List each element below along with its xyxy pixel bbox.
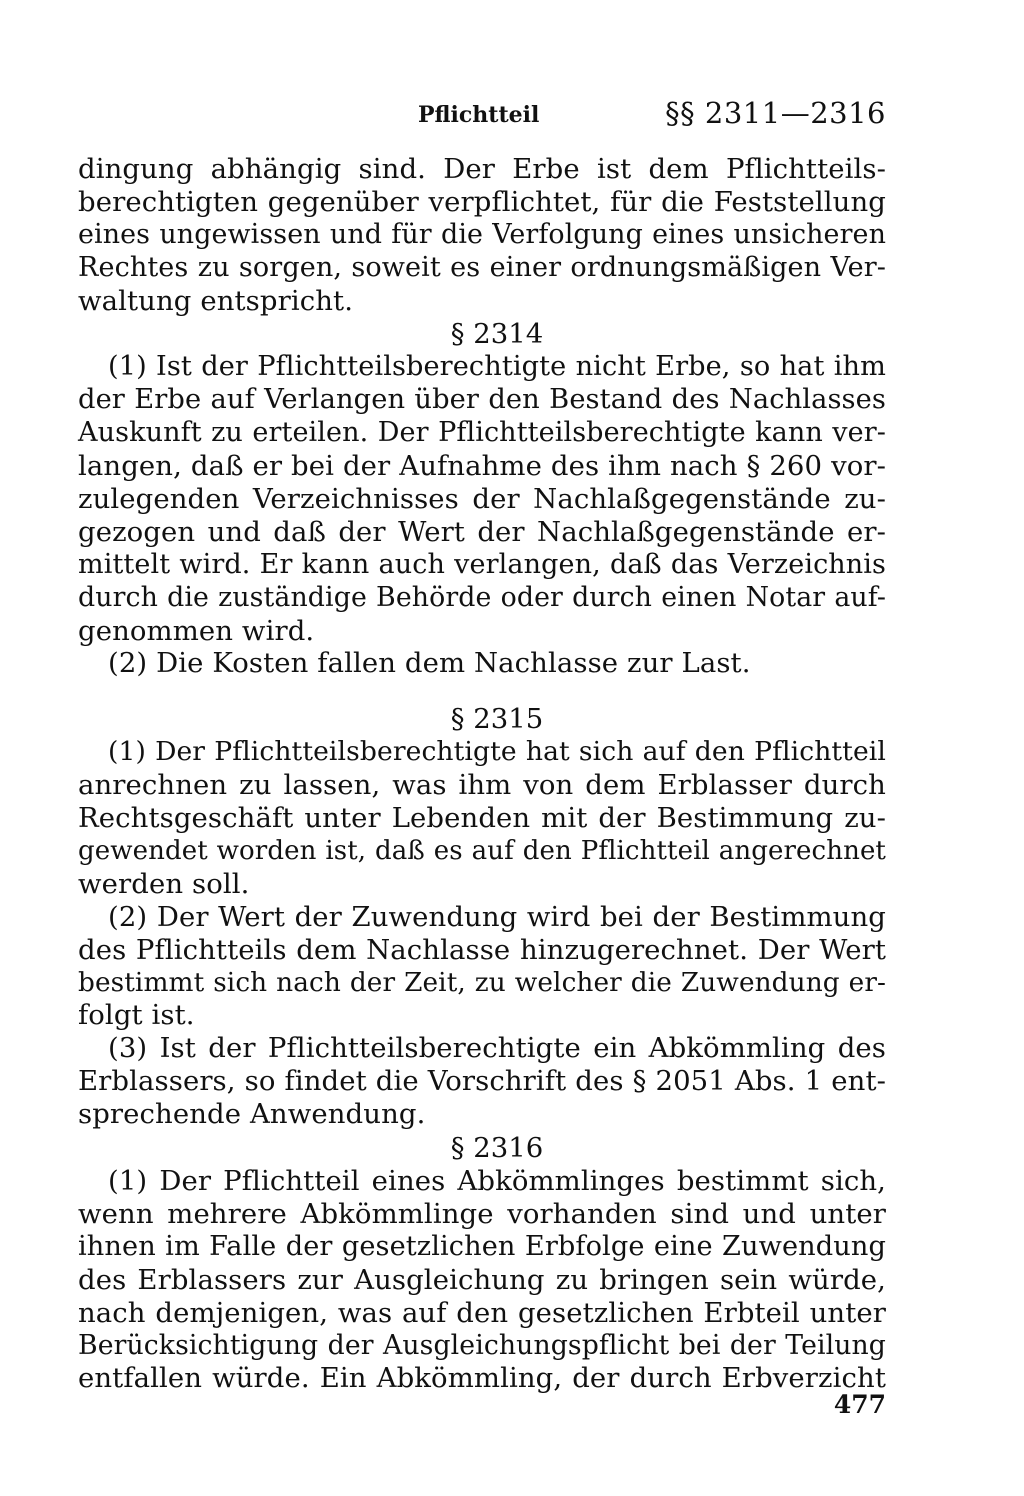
text-line: dingung abhängig sind. Der Erbe ist dem Pflichtteils- xyxy=(78,153,886,185)
text-line: eines ungewissen und für die Verfolgung eines unsicheren xyxy=(78,218,886,250)
text-line: mittelt wird. Er kann auch verlangen, daß das Verzeichnis xyxy=(78,548,886,580)
text-line: (1) Der Pflichtteilsberechtigte hat sich auf den Pflichtteil xyxy=(108,736,886,768)
text-line: Auskunft zu erteilen. Der Pflichtteilsberechtigte kann ver- xyxy=(78,417,886,449)
text-line: langen, daß er bei der Aufnahme des ihm nach § 260 vor- xyxy=(78,450,886,483)
text-line: gezogen und daß der Wert der Nachlaßgegenstände er- xyxy=(78,515,886,548)
continuation-paragraph xyxy=(78,153,886,317)
text-line: sprechende Anwendung. xyxy=(78,1098,426,1131)
page-number: 477 xyxy=(833,1390,886,1419)
section-2316-paragraph-1 xyxy=(78,1165,886,1395)
text-line: werden soll. xyxy=(78,867,250,900)
section-heading-2316: § 2316 xyxy=(450,1132,544,1165)
text-line: bestimmt sich nach der Zeit, zu welcher die Zuwendung er- xyxy=(78,967,886,998)
text-line: folgt ist. xyxy=(78,999,195,1032)
text-line: (3) Ist der Pflichtteilsberechtigte ein Abkömmling des xyxy=(108,1032,886,1065)
text-line: wenn mehrere Abkömmlinge vorhanden sind und unter xyxy=(78,1197,886,1230)
text-line: des Erblassers zur Ausgleichung zu bringen sein würde, xyxy=(78,1263,886,1296)
text-line: (1) Der Pflichtteil eines Abkömmlinges bestimmt sich, xyxy=(108,1165,886,1198)
text-line: Rechtes zu sorgen, soweit es einer ordnungsmäßigen Ver- xyxy=(78,251,886,283)
text-line: durch die zuständige Behörde oder durch einen Notar auf- xyxy=(78,581,886,613)
text-line: Rechtsgeschäft unter Lebenden mit der Bestimmung zu- xyxy=(78,802,886,835)
running-head-title: Pflichtteil xyxy=(418,102,540,128)
section-2314-paragraph-2 xyxy=(78,647,886,680)
section-spacer xyxy=(78,680,886,702)
section-heading-2314: § 2314 xyxy=(450,318,544,351)
section-2315-paragraph-1 xyxy=(78,736,886,900)
text-line: zulegenden Verzeichnisses der Nachlaßgegenstände zu- xyxy=(78,483,886,516)
text-line: ihnen im Falle der gesetzlichen Erbfolge eine Zuwendung xyxy=(78,1230,886,1262)
body-text xyxy=(78,153,886,1395)
text-line: nach demjenigen, was auf den gesetzlichen Erbteil unter xyxy=(78,1296,886,1329)
text-line: Erblassers, so findet die Vorschrift des § 2051 Abs. 1 ent- xyxy=(78,1065,886,1098)
text-line: des Pflichtteils dem Nachlasse hinzugerechnet. Der Wert xyxy=(78,933,886,966)
text-line: Berücksichtigung der Ausgleichungspflicht bei der Teilung xyxy=(78,1329,886,1361)
running-head xyxy=(78,96,886,136)
text-line: berechtigten gegenüber verpflichtet, für die Feststellung xyxy=(78,185,886,218)
text-line: entfallen würde. Ein Abkömmling, der durch Erbverzicht xyxy=(78,1362,886,1395)
text-line: gewendet worden ist, daß es auf den Pflichtteil angerechnet xyxy=(78,836,886,867)
text-line: der Erbe auf Verlangen über den Bestand des Nachlasses xyxy=(78,384,886,416)
section-2315-paragraph-2 xyxy=(78,901,886,1033)
section-2315-paragraph-3 xyxy=(78,1032,886,1131)
section-2314-paragraph-1 xyxy=(78,351,886,647)
text-line: genommen wird. xyxy=(78,614,315,647)
text-line: (2) Die Kosten fallen dem Nachlasse zur Last. xyxy=(108,647,751,680)
running-head-section-range: §§ 2311—2316 xyxy=(665,96,886,130)
text-line: waltung entspricht. xyxy=(78,284,354,317)
text-line: (1) Ist der Pflichtteilsberechtigte nicht Erbe, so hat ihm xyxy=(108,351,886,383)
text-line: anrechnen zu lassen, was ihm von dem Erblasser durch xyxy=(78,769,886,802)
text-line: (2) Der Wert der Zuwendung wird bei der Bestimmung xyxy=(108,900,886,933)
section-heading-2315: § 2315 xyxy=(450,703,544,736)
